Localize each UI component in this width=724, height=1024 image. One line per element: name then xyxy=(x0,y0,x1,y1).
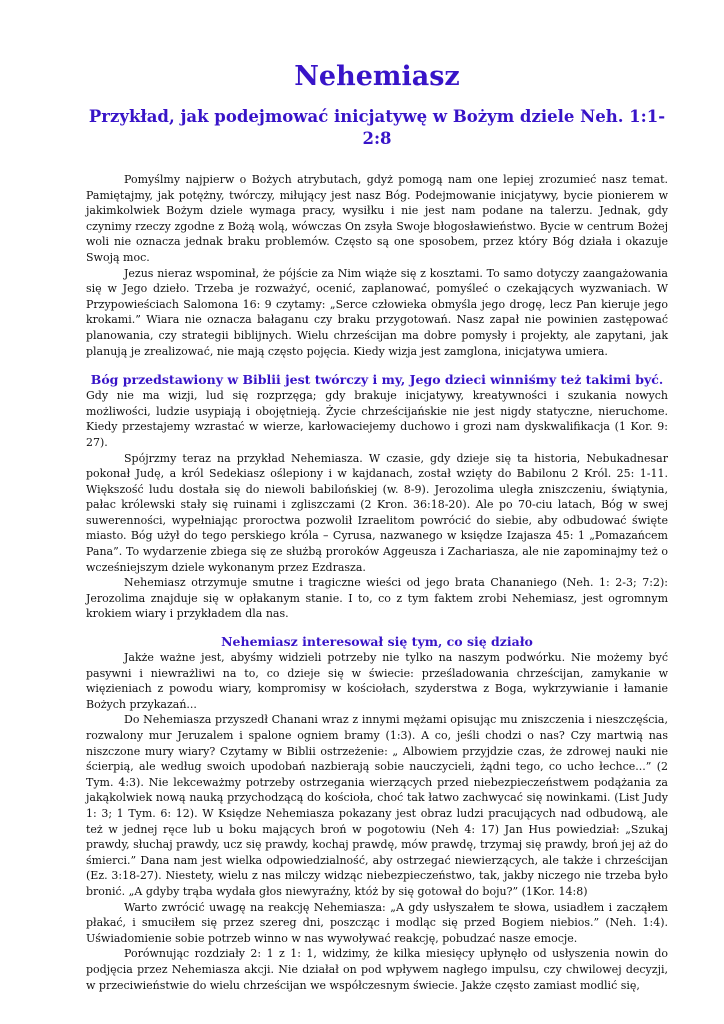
creative-god-section xyxy=(86,372,668,622)
intro-section xyxy=(86,172,668,359)
document-title: Nehemiasz xyxy=(294,61,460,92)
paragraph: Warto zwrócić uwagę na reakcję Nehemiasza: „A gdy usłyszałem te słowa, usiadłem i zacząłem płakać, i smuciłem się przez szereg dni, poszcząc i modląc się przed Bogiem niebios.” (Neh. 1:4). Uświadomienie sobie potrzeb winno w nas wywoływać reakcję, pobudzać nasze emocje. xyxy=(86,900,668,945)
document-subtitle: Przykład, jak podejmować inicjatywę w Bożym dziele Neh. 1:1-2:8 xyxy=(88,107,666,148)
nehemiah-interest-section xyxy=(86,634,668,993)
paragraph: Gdy nie ma wizji, lud się rozprzęga; gdy brakuje inicjatywy, kreatywności i szukania nowych możliwości, ludzie usypiają i obojętnieją. Życie chrześcijańskie nie jest nigdy statyczne, nieruchome. Kiedy przestajemy wzrastać w wierze, karłowaciejemy duchowo i grozi nam dyskwalifikacja (1 Kor. 9: 27). xyxy=(86,389,668,449)
paragraph: Pomyślmy najpierw o Bożych atrybutach, gdyż pomogą nam one lepiej zrozumieć nasz temat. Pamiętajmy, jak potężny, twórczy, miłujący jest nasz Bóg. Podejmowanie inicjatywy, bycie pionierem w jakimkolwiek Bożym dziele wymaga pracy, wysiłku i nie jest nam podane na talerzu. Jednak, gdy czynimy rzeczy zgodne z Bożą wolą, wówczas On zsyła Swoje błogosławieństwo. Bycie w centrum Bożej woli nie oznacza jednak braku problemów. Często są one sposobem, przez który Bóg działa i okazuje Swoją moc. xyxy=(86,173,668,264)
paragraph: Do Nehemiasza przyszedł Chanani wraz z innymi mężami opisując mu zniszczenia i nieszczęścia, rozwalony mur Jeruzalem i spalone ogniem bramy (1:3). A co, jeśli chodzi o nas? Czy martwią nas niszczone mury wiary? Czytamy w Biblii ostrzeżenie: „ Albowiem przyjdzie czas, że zdrowej nauki nie ścierpią, ale według swoich upodobań nazbierają sobie nauczycieli, żądni tego, co ucho łechce...” (2 Tym. 4:3). Nie lekceważmy potrzeby ostrzegania wierzących przed niebezpieczeństwem podążania za jakąkolwiek nową nauką przychodzącą do kościoła, choć tak łatwo zachwycać się nowinkami. (List Judy 1: 3; 1 Tym. 6: 12). W Księdze Nehemiasza pokazany jest obraz ludzi pracujących nad odbudową, ale też w jednej ręce lub u boku mających broń w pogotowiu (Neh 4: 17) Jan Hus powiedział: „Szukaj prawdy, słuchaj prawdy, ucz się prawdy, kochaj prawdę, mów prawdę, trzymaj się prawdy, broń jej aż do śmierci.” Dana nam jest wielka odpowiedzialność, aby ostrzegać niewierzących, ale także i chrześcijan (Ez. 3:18-27). Niestety, wielu z nas milczy widząc niebezpieczeństwo, tak, jakby niczego nie trzeba było bronić. „A gdyby trąba wydała głos niewyraźny, któż by się gotował do boju?” (1Kor. 14:8) xyxy=(86,713,668,898)
section-heading: Bóg przedstawiony w Biblii jest twórczy i my, Jego dzieci winniśmy też takimi być. xyxy=(90,372,664,388)
document-page xyxy=(86,60,668,993)
paragraph: Jakże ważne jest, abyśmy widzieli potrzeby nie tylko na naszym podwórku. Nie możemy być pasywni i niewrażliwi na to, co dzieje się w świecie: prześladowania chrześcijan, zamykanie w więzieniach z powodu wiary, kompromisy w kościołach, szyderstwa z Boga, wykrzywianie i łamanie Bożych przykazań... xyxy=(86,651,668,711)
paragraph: Porównując rozdziały 2: 1 z 1: 1, widzimy, że kilka miesięcy upłynęło od usłyszenia nowin do podjęcia przez Nehemiasza akcji. Nie działał on pod wpływem nagłego impulsu, czy chwilowej decyzji, w przeciwieństwie do wielu chrześcijan we współczesnym świecie. Jakże często zamiast modlić się, xyxy=(86,947,668,992)
paragraph: Spójrzmy teraz na przykład Nehemiasza. W czasie, gdy dzieje się ta historia, Nebukadnesar pokonał Judę, a król Sedekiasz oślepiony i w kajdanach, został wzięty do Babilonu 2 Król. 25: 1-11. Większość ludu dostała się do niewoli babilońskiej (w. 8-9). Jerozolima uległa zniszczeniu, świątynia, pałac królewski stały się ruinami i zgliszczami (2 Kron. 36:18-20). Ale po 70-ciu latach, Bóg w swej suwerenności, wypełniając proroctwa pozwolił Izraelitom powrócić do siebie, aby odbudować święte miasto. Bóg użył do tego perskiego króla – Cyrusa, nazwanego w księdze Izajasza 45: 1 „Pomazańcem Pana”. To wydarzenie zbiega się ze służbą proroków Aggeusza i Zachariasza, ale nie zapominajmy też o wcześniejszym dziele wykonanym przez Ezdrasza. xyxy=(86,451,668,574)
paragraph: Nehemiasz otrzymuje smutne i tragiczne wieści od jego brata Chananiego (Neh. 1: 2-3; 7:2): Jerozolima znajduje się w opłakanym stanie. I to, co z tym faktem zrobi Nehemiasz, jest ogromnym krokiem wiary i przykładem dla nas. xyxy=(86,576,668,621)
paragraph: Jezus nieraz wspominał, że pójście za Nim wiąże się z kosztami. To samo dotyczy zaangażowania się w Jego dzieło. Trzeba je rozważyć, ocenić, zaplanować, pomyśleć o czekających wyzwaniach. W Przypowieściach Salomona 16: 9 czytamy: „Serce człowieka obmyśla jego drogę, lecz Pan kieruje jego krokami.” Wiara nie oznacza bałaganu czy braku przygotowań. Nasz zapał nie powinien zastępować planowania, czy strategii biblijnych. Wielu chrześcijan ma dobre pomysły i projekty, ale zapytani, jak planują je zrealizować, nie mają często pojęcia. Kiedy wizja jest zamglona, inicjatywa umiera. xyxy=(86,266,668,358)
section-heading: Nehemiasz interesował się tym, co się działo xyxy=(221,634,533,650)
